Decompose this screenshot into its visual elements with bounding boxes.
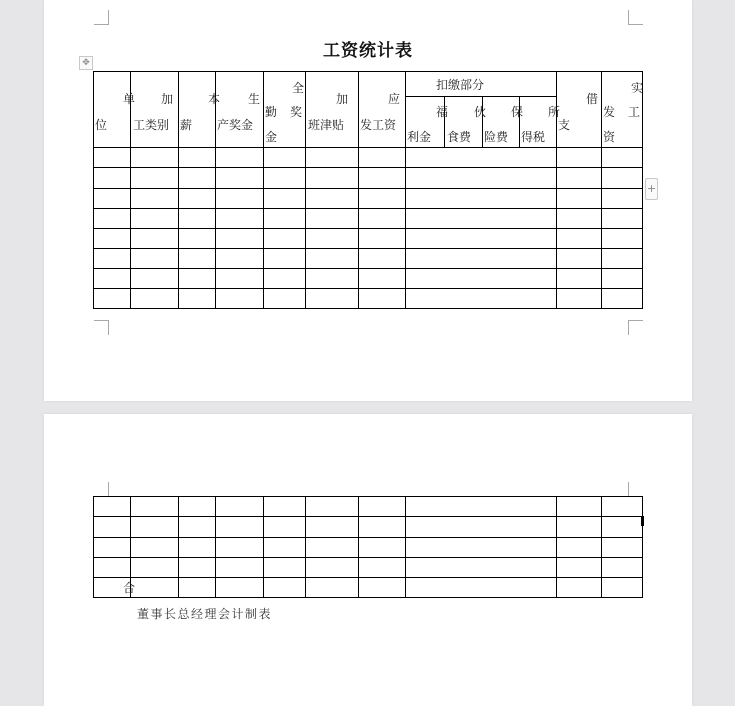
table-row-cell[interactable] — [215, 557, 264, 578]
header-meal-top: 伙 — [474, 105, 487, 119]
table-row-cell[interactable] — [601, 147, 643, 168]
table-row-cell[interactable] — [305, 228, 359, 249]
table-row-cell[interactable] — [130, 208, 179, 229]
header-cell[interactable] — [93, 71, 131, 148]
table-row-cell[interactable] — [358, 228, 406, 249]
table-row-cell[interactable] — [556, 537, 602, 558]
table-row-cell[interactable] — [93, 557, 131, 578]
table-row-cell[interactable] — [178, 147, 216, 168]
table-row-cell[interactable] — [215, 167, 264, 189]
table-row-cell[interactable] — [263, 557, 306, 578]
header-cell[interactable] — [130, 71, 179, 148]
table-row-cell[interactable] — [178, 537, 216, 558]
table-row-cell[interactable] — [556, 188, 602, 209]
table-row-cell[interactable] — [305, 577, 359, 598]
header-income-tax-top: 所 — [548, 105, 561, 119]
table-row-cell[interactable] — [358, 516, 406, 538]
table-row-cell[interactable] — [130, 288, 179, 309]
header-cell[interactable] — [556, 71, 602, 148]
table-row-cell[interactable] — [178, 288, 216, 309]
header-net-pay-1: 实 — [631, 81, 644, 95]
table-row-cell[interactable] — [601, 557, 643, 578]
table-row-cell[interactable] — [178, 577, 216, 598]
margin-corner-top-left — [94, 482, 109, 497]
table-row-cell[interactable] — [130, 577, 179, 598]
header-advance-bottom: 支 — [558, 118, 571, 132]
table-row-cell[interactable] — [556, 268, 602, 289]
table-row-cell[interactable] — [263, 248, 306, 269]
table-row-cell[interactable] — [556, 228, 602, 249]
table-row-cell[interactable] — [215, 268, 264, 289]
header-insurance-bottom: 险费 — [484, 130, 509, 144]
table-row-cell[interactable] — [556, 147, 602, 168]
header-unit-bottom: 位 — [95, 118, 108, 132]
table-row-cell[interactable] — [405, 147, 557, 168]
table-row-cell[interactable] — [93, 288, 131, 309]
table-row-cell[interactable] — [178, 516, 216, 538]
header-cell[interactable] — [178, 71, 216, 148]
header-insurance-top: 保 — [511, 105, 524, 119]
table-row-cell[interactable] — [215, 228, 264, 249]
table-row-cell[interactable] — [405, 188, 557, 209]
table-row-cell[interactable] — [358, 288, 406, 309]
table-row-cell[interactable] — [130, 557, 179, 578]
table-row-cell[interactable] — [93, 248, 131, 269]
table-row-cell[interactable] — [601, 496, 643, 517]
table-row-cell[interactable] — [405, 577, 557, 598]
table-row-cell[interactable] — [263, 188, 306, 209]
table-row-cell[interactable] — [556, 557, 602, 578]
margin-corner-bottom-right — [628, 320, 643, 335]
header-overtime-allowance-bottom: 班津贴 — [308, 118, 345, 132]
table-row-cell[interactable] — [358, 537, 406, 558]
table-row-cell[interactable] — [215, 147, 264, 168]
table-row-cell[interactable] — [215, 516, 264, 538]
table-row-cell[interactable] — [556, 516, 602, 538]
margin-corner-top-left — [94, 10, 109, 25]
header-deduction-group: 扣缴部分 — [436, 78, 485, 92]
table-row-cell[interactable] — [215, 188, 264, 209]
table-row-cell[interactable] — [130, 147, 179, 168]
margin-corner-top-right — [628, 10, 643, 25]
document-page-2 — [44, 414, 692, 706]
header-base-pay-top: 本 — [208, 92, 221, 106]
table-row-cell[interactable] — [215, 496, 264, 517]
margin-corner-top-right — [628, 482, 643, 497]
table-row-cell[interactable] — [215, 248, 264, 269]
table-row-cell[interactable] — [215, 577, 264, 598]
header-base-pay-bottom: 薪 — [180, 118, 193, 132]
table-row-cell[interactable] — [215, 208, 264, 229]
header-cell[interactable] — [215, 71, 264, 148]
table-row-cell[interactable] — [358, 188, 406, 209]
table-row-cell[interactable] — [130, 496, 179, 517]
header-gross-pay-bottom: 发工资 — [360, 118, 397, 132]
table-row-cell[interactable] — [405, 268, 557, 289]
table-row-cell[interactable] — [305, 268, 359, 289]
header-cell[interactable] — [358, 71, 406, 148]
table-row-cell[interactable] — [405, 496, 557, 517]
table-row-cell[interactable] — [601, 516, 643, 538]
table-row-cell[interactable] — [305, 248, 359, 269]
table-row-cell[interactable] — [305, 496, 359, 517]
table-row-cell[interactable] — [405, 537, 557, 558]
table-row-cell[interactable] — [130, 248, 179, 269]
table-row-cell[interactable] — [93, 516, 131, 538]
table-row-cell[interactable] — [601, 537, 643, 558]
document-page-1 — [44, 0, 692, 401]
table-row-cell[interactable] — [178, 248, 216, 269]
table-row-cell[interactable] — [215, 288, 264, 309]
table-row-cell[interactable] — [358, 167, 406, 189]
table-row-cell[interactable] — [263, 516, 306, 538]
table-row-cell[interactable] — [305, 167, 359, 189]
table-row-cell[interactable] — [601, 167, 643, 189]
table-row-cell[interactable] — [93, 537, 131, 558]
table-row-cell[interactable] — [405, 516, 557, 538]
header-net-pay-3: 工 — [628, 105, 641, 119]
signature-line: 董事长总经理会计制表 — [137, 607, 273, 621]
table-move-handle-icon[interactable]: ✥ — [79, 56, 93, 70]
table-row-cell[interactable] — [556, 288, 602, 309]
header-overtime-type-top: 加 — [161, 92, 174, 106]
header-attendance-bonus-2: 勤 — [265, 105, 278, 119]
table-row-cell[interactable] — [305, 516, 359, 538]
header-attendance-bonus-1: 全 — [292, 81, 305, 95]
table-row-cell[interactable] — [263, 147, 306, 168]
table-row-cell[interactable] — [405, 288, 557, 309]
table-row-cell[interactable] — [305, 537, 359, 558]
table-row-cell[interactable] — [556, 577, 602, 598]
table-row-cell[interactable] — [601, 268, 643, 289]
table-row-cell[interactable] — [263, 208, 306, 229]
table-row-cell[interactable] — [305, 147, 359, 168]
table-row-cell[interactable] — [93, 228, 131, 249]
table-row-cell[interactable] — [263, 228, 306, 249]
header-production-bonus-bottom: 产奖金 — [217, 118, 254, 132]
table-row-cell[interactable] — [130, 268, 179, 289]
header-attendance-bonus-3: 奖 — [290, 105, 303, 119]
table-row-cell[interactable] — [130, 228, 179, 249]
table-row-cell[interactable] — [305, 557, 359, 578]
table-row-cell[interactable] — [93, 496, 131, 517]
table-row-cell[interactable] — [305, 288, 359, 309]
header-production-bonus-top: 生 — [248, 92, 261, 106]
table-row-cell[interactable] — [601, 577, 643, 598]
table-add-column-icon[interactable]: + — [645, 178, 658, 200]
header-welfare-bottom: 利金 — [407, 130, 432, 144]
table-row-cell[interactable] — [263, 537, 306, 558]
header-unit-top: 单 — [123, 92, 136, 106]
header-meal-bottom: 食费 — [447, 130, 472, 144]
table-row-cell[interactable] — [178, 557, 216, 578]
table-row-cell[interactable] — [93, 268, 131, 289]
document-title: 工资统计表 — [323, 41, 413, 61]
table-row-cell[interactable] — [358, 557, 406, 578]
table-row-cell[interactable] — [601, 228, 643, 249]
table-row-cell[interactable] — [130, 537, 179, 558]
table-row-cell[interactable] — [358, 147, 406, 168]
table-row-cell[interactable] — [178, 228, 216, 249]
table-row-cell[interactable] — [358, 208, 406, 229]
header-cell[interactable] — [305, 71, 359, 148]
table-row-cell[interactable] — [556, 167, 602, 189]
table-row-cell[interactable] — [178, 208, 216, 229]
table-row-cell[interactable] — [178, 268, 216, 289]
table-row-cell[interactable] — [405, 208, 557, 229]
table-row-cell[interactable] — [263, 288, 306, 309]
table-row-cell[interactable] — [263, 268, 306, 289]
header-gross-pay-top: 应 — [388, 92, 401, 106]
header-income-tax-bottom: 得税 — [521, 130, 546, 144]
table-row-cell[interactable] — [263, 167, 306, 189]
table-row-cell[interactable] — [93, 147, 131, 168]
text-cursor — [641, 516, 644, 526]
table-row-cell[interactable] — [405, 248, 557, 269]
table-row-cell[interactable] — [263, 577, 306, 598]
table-row-cell[interactable] — [556, 248, 602, 269]
table-row-cell[interactable] — [601, 248, 643, 269]
table-row-cell[interactable] — [263, 496, 306, 517]
table-row-cell[interactable] — [178, 167, 216, 189]
header-overtime-allowance-top: 加 — [336, 92, 349, 106]
table-row-cell[interactable] — [556, 496, 602, 517]
header-net-pay-4: 资 — [603, 130, 616, 144]
table-row-cell[interactable] — [358, 248, 406, 269]
table-row-cell[interactable] — [130, 167, 179, 189]
header-welfare-top: 福 — [436, 105, 449, 119]
table-row-cell[interactable] — [305, 188, 359, 209]
table-row-cell[interactable] — [358, 496, 406, 517]
table-row-cell[interactable] — [601, 188, 643, 209]
table-row-cell[interactable] — [405, 228, 557, 249]
table-row-cell[interactable] — [215, 537, 264, 558]
table-row-cell[interactable] — [358, 577, 406, 598]
margin-corner-bottom-left — [94, 320, 109, 335]
total-row-label: 合 — [123, 581, 136, 595]
header-advance-top: 借 — [586, 92, 599, 106]
table-row-cell[interactable] — [405, 557, 557, 578]
table-row-cell[interactable] — [178, 188, 216, 209]
table-row-cell[interactable] — [358, 268, 406, 289]
header-overtime-type-bottom: 工类别 — [133, 118, 170, 132]
table-row-cell[interactable] — [556, 208, 602, 229]
table-row-cell[interactable] — [130, 188, 179, 209]
table-row-cell[interactable] — [601, 288, 643, 309]
table-row-cell[interactable] — [130, 516, 179, 538]
header-net-pay-2: 发 — [603, 105, 616, 119]
table-row-cell[interactable] — [93, 188, 131, 209]
table-row-cell[interactable] — [601, 208, 643, 229]
header-attendance-bonus-4: 金 — [265, 130, 278, 144]
table-row-cell[interactable] — [305, 208, 359, 229]
table-row-cell[interactable] — [405, 167, 557, 189]
table-row-cell[interactable] — [93, 208, 131, 229]
table-row-cell[interactable] — [93, 167, 131, 189]
table-row-cell[interactable] — [178, 496, 216, 517]
